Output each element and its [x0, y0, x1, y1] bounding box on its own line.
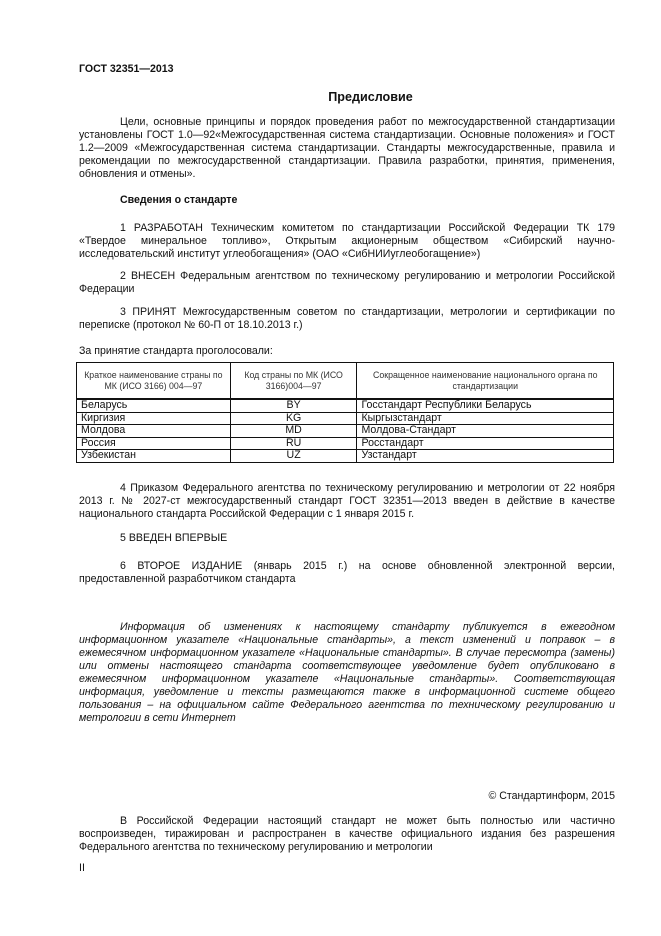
cell-code: KG	[230, 412, 357, 425]
item-3: 3 ПРИНЯТ Межгосударственным советом по стандартизации, метрологии и сертификации по переписке (протокол № 60-П от 18.10.2013 г.)	[79, 306, 615, 331]
header-country: Краткое наименование страны по МК (ИСО 3166) 004—97	[77, 363, 231, 400]
item-4: 4 Приказом Федерального агентства по техническому регулированию и метрологии от 22 ноября 2013 г. № 2027-ст межгосударственный стандарт ГОСТ 32351—2013 введен в действие в качестве национального стандарта Российской Федерации с 1 января 2015 г.	[79, 482, 615, 520]
item-6: 6 ВТОРОЕ ИЗДАНИЕ (январь 2015 г.) на основе обновленной электронной версии, предоставленной разработчиком стандарта	[79, 560, 615, 585]
item-5: 5 ВВЕДЕН ВПЕРВЫЕ	[120, 532, 228, 544]
table-row	[77, 450, 614, 463]
vote-table	[76, 362, 614, 463]
table-row	[77, 425, 614, 438]
cell-country: Киргизия	[77, 412, 231, 425]
header-agency: Сокращенное наименование национального органа по стандартизации	[357, 363, 614, 400]
cell-code: BY	[230, 399, 357, 412]
cell-code: UZ	[230, 450, 357, 463]
vote-caption: За принятие стандарта проголосовали:	[79, 345, 273, 357]
cell-agency: Росстандарт	[357, 437, 614, 450]
copyright: © Стандартинформ, 2015	[488, 790, 615, 802]
info-heading: Сведения о стандарте	[120, 194, 238, 206]
page-number: II	[79, 862, 85, 874]
table-row	[77, 437, 614, 450]
table-row	[77, 399, 614, 412]
cell-agency: Госстандарт Республики Беларусь	[357, 399, 614, 412]
cell-agency: Молдова-Стандарт	[357, 425, 614, 438]
page-title: Предисловие	[328, 90, 413, 104]
cell-code: MD	[230, 425, 357, 438]
item-2: 2 ВНЕСЕН Федеральным агентством по техническому регулированию и метрологии Российской Федерации	[79, 270, 615, 295]
cell-code: RU	[230, 437, 357, 450]
header-code: Код страны по МК (ИСО 3166)004—97	[230, 363, 357, 400]
table-row	[77, 412, 614, 425]
table-header-row	[77, 363, 614, 400]
notice-paragraph: Информация об изменениях к настоящему стандарту публикуется в ежегодном информационном указателе «Национальные стандарты», а текст изменений и поправок – в ежемесячном информационном указателе «Национальные стандарты». В случае пересмотра (замены) или отмены настоящего стандарта соответствующее уведомление будет опубликовано в ежемесячном информационном указателе «Национальные стандарты». Соответствующая информация, уведомление и тексты размещаются также в информационной системе общего пользования – на официальном сайте Федерального агентства по техническому регулированию и метрологии в сети Интернет	[79, 621, 615, 724]
cell-country: Молдова	[77, 425, 231, 438]
item-1: 1 РАЗРАБОТАН Техническим комитетом по стандартизации Российской Федерации ТК 179 «Твердое минеральное топливо», Открытым акционерным обществом «Сибирский научно-исследовательский институт углеобогащения» (ОАО «СибНИИуглеобогащение»)	[79, 222, 615, 260]
reproduction-notice: В Российской Федерации настоящий стандарт не может быть полностью или частично воспроизведен, тиражирован и распространен в качестве официального издания без разрешения Федерального агентства по техническому регулированию и метрологии	[79, 815, 615, 853]
cell-agency: Узстандарт	[357, 450, 614, 463]
cell-country: Узбекистан	[77, 450, 231, 463]
cell-country: Беларусь	[77, 399, 231, 412]
cell-country: Россия	[77, 437, 231, 450]
cell-agency: Кыргызстандарт	[357, 412, 614, 425]
standard-code: ГОСТ 32351—2013	[79, 63, 174, 75]
intro-paragraph: Цели, основные принципы и порядок проведения работ по межгосударственной стандартизации установлены ГОСТ 1.0—92«Межгосударственная система стандартизации. Основные положения» и ГОСТ 1.2—2009 «Межгосударственная система стандартизации. Стандарты межгосударственные, правила и рекомендации по межгосударственной стандартизации. Правила разработки, принятия, применения, обновления и отмены».	[79, 116, 615, 180]
